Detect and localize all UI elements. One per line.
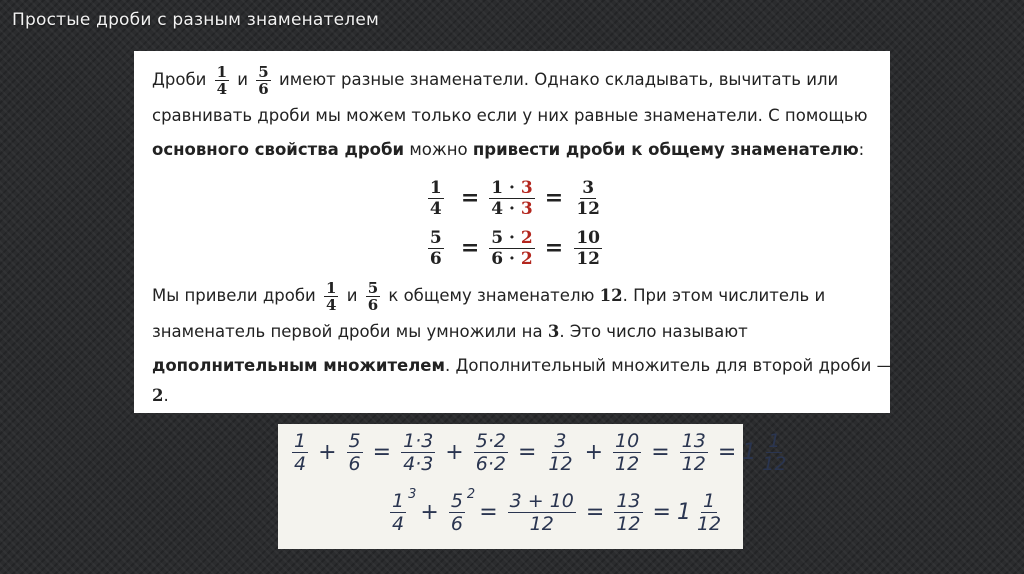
fraction [324, 280, 338, 313]
denominator: 6 [429, 248, 442, 269]
fraction [614, 490, 642, 535]
fraction [508, 490, 576, 535]
text-span: можно [409, 140, 468, 159]
denominator [489, 199, 534, 219]
text-line [152, 349, 894, 383]
text-line [152, 61, 872, 99]
extra-factor: 2 [520, 227, 533, 248]
numerator: 1 [429, 177, 442, 198]
numerator: 5 [348, 430, 361, 452]
equals-sign: = [544, 235, 564, 261]
denominator: 12 [696, 513, 722, 535]
denominator: 6 [258, 80, 269, 98]
equation-row [415, 223, 609, 273]
equals-sign: = [717, 440, 737, 465]
numerator: 1 [216, 63, 228, 81]
fraction [695, 490, 723, 535]
numerator: 1 [326, 279, 337, 297]
text-line [152, 315, 872, 349]
numerator: 3 + 10 [509, 490, 574, 512]
text-span: к общему знаменателю [388, 286, 595, 305]
numerator [489, 228, 534, 249]
fraction [215, 64, 229, 97]
text-span: Мы привели дроби [152, 286, 316, 305]
numerator: 3 [582, 177, 595, 198]
numerator: 5·2 [475, 430, 506, 452]
fraction [449, 490, 465, 535]
text-span: имеют разные знаменатели. Однако складывать, вычитать или [278, 70, 839, 89]
extra-factor-mark: 3 [408, 487, 417, 502]
numerator: 5 [429, 227, 442, 248]
handwritten-example [278, 424, 787, 549]
mixed-number [742, 430, 792, 475]
text-line [152, 383, 872, 409]
denominator: 12 [762, 453, 787, 475]
denominator: 4 [294, 453, 307, 475]
fraction [680, 430, 708, 475]
whole-part: 1 [742, 440, 757, 465]
factor: 6 · [491, 248, 521, 269]
denominator: 4 [429, 198, 442, 219]
denominator: 12 [615, 453, 640, 475]
whole-part: 1 [676, 500, 691, 525]
fraction [401, 430, 435, 475]
text-card [134, 51, 894, 413]
numerator: 1 [703, 490, 716, 512]
bold-term: основного свойства дроби [152, 140, 405, 159]
fraction [390, 490, 406, 535]
fraction [366, 280, 380, 313]
text-span: . Дополнительный множитель для второй дроби — [445, 356, 894, 375]
fraction [573, 178, 603, 219]
factor: 1 · [491, 177, 521, 198]
denominator: 12 [616, 513, 641, 535]
denominator: 6 [367, 296, 379, 314]
denominator: 6·2 [475, 453, 506, 475]
text-span: . [163, 386, 169, 405]
denominator: 4 [326, 296, 337, 314]
denominator: 4 [216, 80, 228, 98]
paragraph-explanation [152, 277, 894, 409]
numerator: 5 [367, 279, 379, 297]
fraction [613, 430, 641, 475]
equation-row [415, 173, 609, 223]
text-span: . Это число называют [559, 322, 748, 341]
equals-sign: = [517, 440, 537, 465]
extra-factor: 3 [520, 177, 533, 198]
fraction [256, 64, 270, 97]
denominator [489, 249, 534, 269]
bold-term: привести дроби к общему знаменателю [472, 140, 859, 159]
denominator: 4·3 [403, 453, 434, 475]
fraction [292, 430, 308, 475]
handwritten-row [386, 487, 727, 535]
plus-sign: + [318, 440, 337, 465]
denominator: 4 [392, 513, 405, 535]
extra-factor: 2 [520, 248, 533, 269]
denominator: 12 [576, 198, 600, 219]
fraction [421, 178, 451, 219]
numerator: 1·3 [403, 430, 434, 452]
numerator: 3 [554, 430, 567, 452]
slide-title: Простые дроби с разным знаменателем [12, 10, 380, 30]
text-span: . При этом числитель и [622, 286, 826, 305]
fraction [760, 430, 788, 475]
paragraph-intro [152, 61, 872, 167]
number: 3 [547, 322, 560, 341]
fraction [573, 228, 603, 269]
numerator: 5 [258, 63, 269, 81]
equation-block [152, 173, 872, 273]
denominator: 12 [529, 513, 554, 535]
numerator: 10 [576, 227, 600, 248]
equals-sign: = [652, 500, 671, 525]
text-span: знаменатель первой дроби мы умножили на [152, 322, 543, 341]
number: 2 [152, 386, 164, 405]
numerator [489, 178, 534, 199]
equals-sign: = [651, 440, 670, 465]
numerator: 13 [616, 490, 641, 512]
denominator: 12 [548, 453, 573, 475]
equals-sign: = [372, 440, 392, 465]
text-line: сравнивать дроби мы можем только если у них равные знаменатели. С помощью [152, 106, 868, 125]
text-span: : [858, 140, 865, 159]
text-span: Дроби [152, 70, 207, 89]
text-line [152, 133, 872, 167]
extra-factor: 3 [520, 198, 533, 219]
numerator: 10 [615, 430, 640, 452]
numerator: 1 [392, 490, 405, 512]
factor: 4 · [491, 198, 521, 219]
numerator: 5 [450, 490, 463, 512]
text-span: и [346, 286, 358, 305]
handwritten-row [288, 430, 792, 475]
plus-sign: + [420, 500, 439, 525]
text-line [152, 277, 872, 315]
fraction [421, 228, 451, 269]
equals-sign: = [544, 185, 564, 211]
mixed-number [677, 490, 727, 535]
factor: 5 · [491, 227, 521, 248]
numerator: 13 [681, 430, 706, 452]
plus-sign: + [584, 440, 603, 465]
denominator: 6 [450, 513, 463, 535]
denominator: 6 [348, 453, 361, 475]
fraction [489, 178, 534, 219]
fraction [489, 228, 534, 269]
denominator: 12 [681, 453, 706, 475]
fraction [546, 430, 574, 475]
number: 12 [599, 286, 623, 305]
denominator: 12 [576, 248, 600, 269]
extra-factor-mark: 2 [466, 487, 476, 502]
bold-term: дополнительным множителем [152, 356, 445, 375]
numerator: 1 [768, 430, 781, 452]
equals-sign: = [585, 500, 605, 525]
equals-sign: = [460, 235, 480, 261]
text-span: и [237, 70, 249, 89]
numerator: 1 [294, 430, 307, 452]
equals-sign: = [479, 500, 498, 525]
equals-sign: = [460, 185, 480, 211]
fraction [347, 430, 363, 475]
plus-sign: + [445, 440, 464, 465]
fraction [474, 430, 508, 475]
